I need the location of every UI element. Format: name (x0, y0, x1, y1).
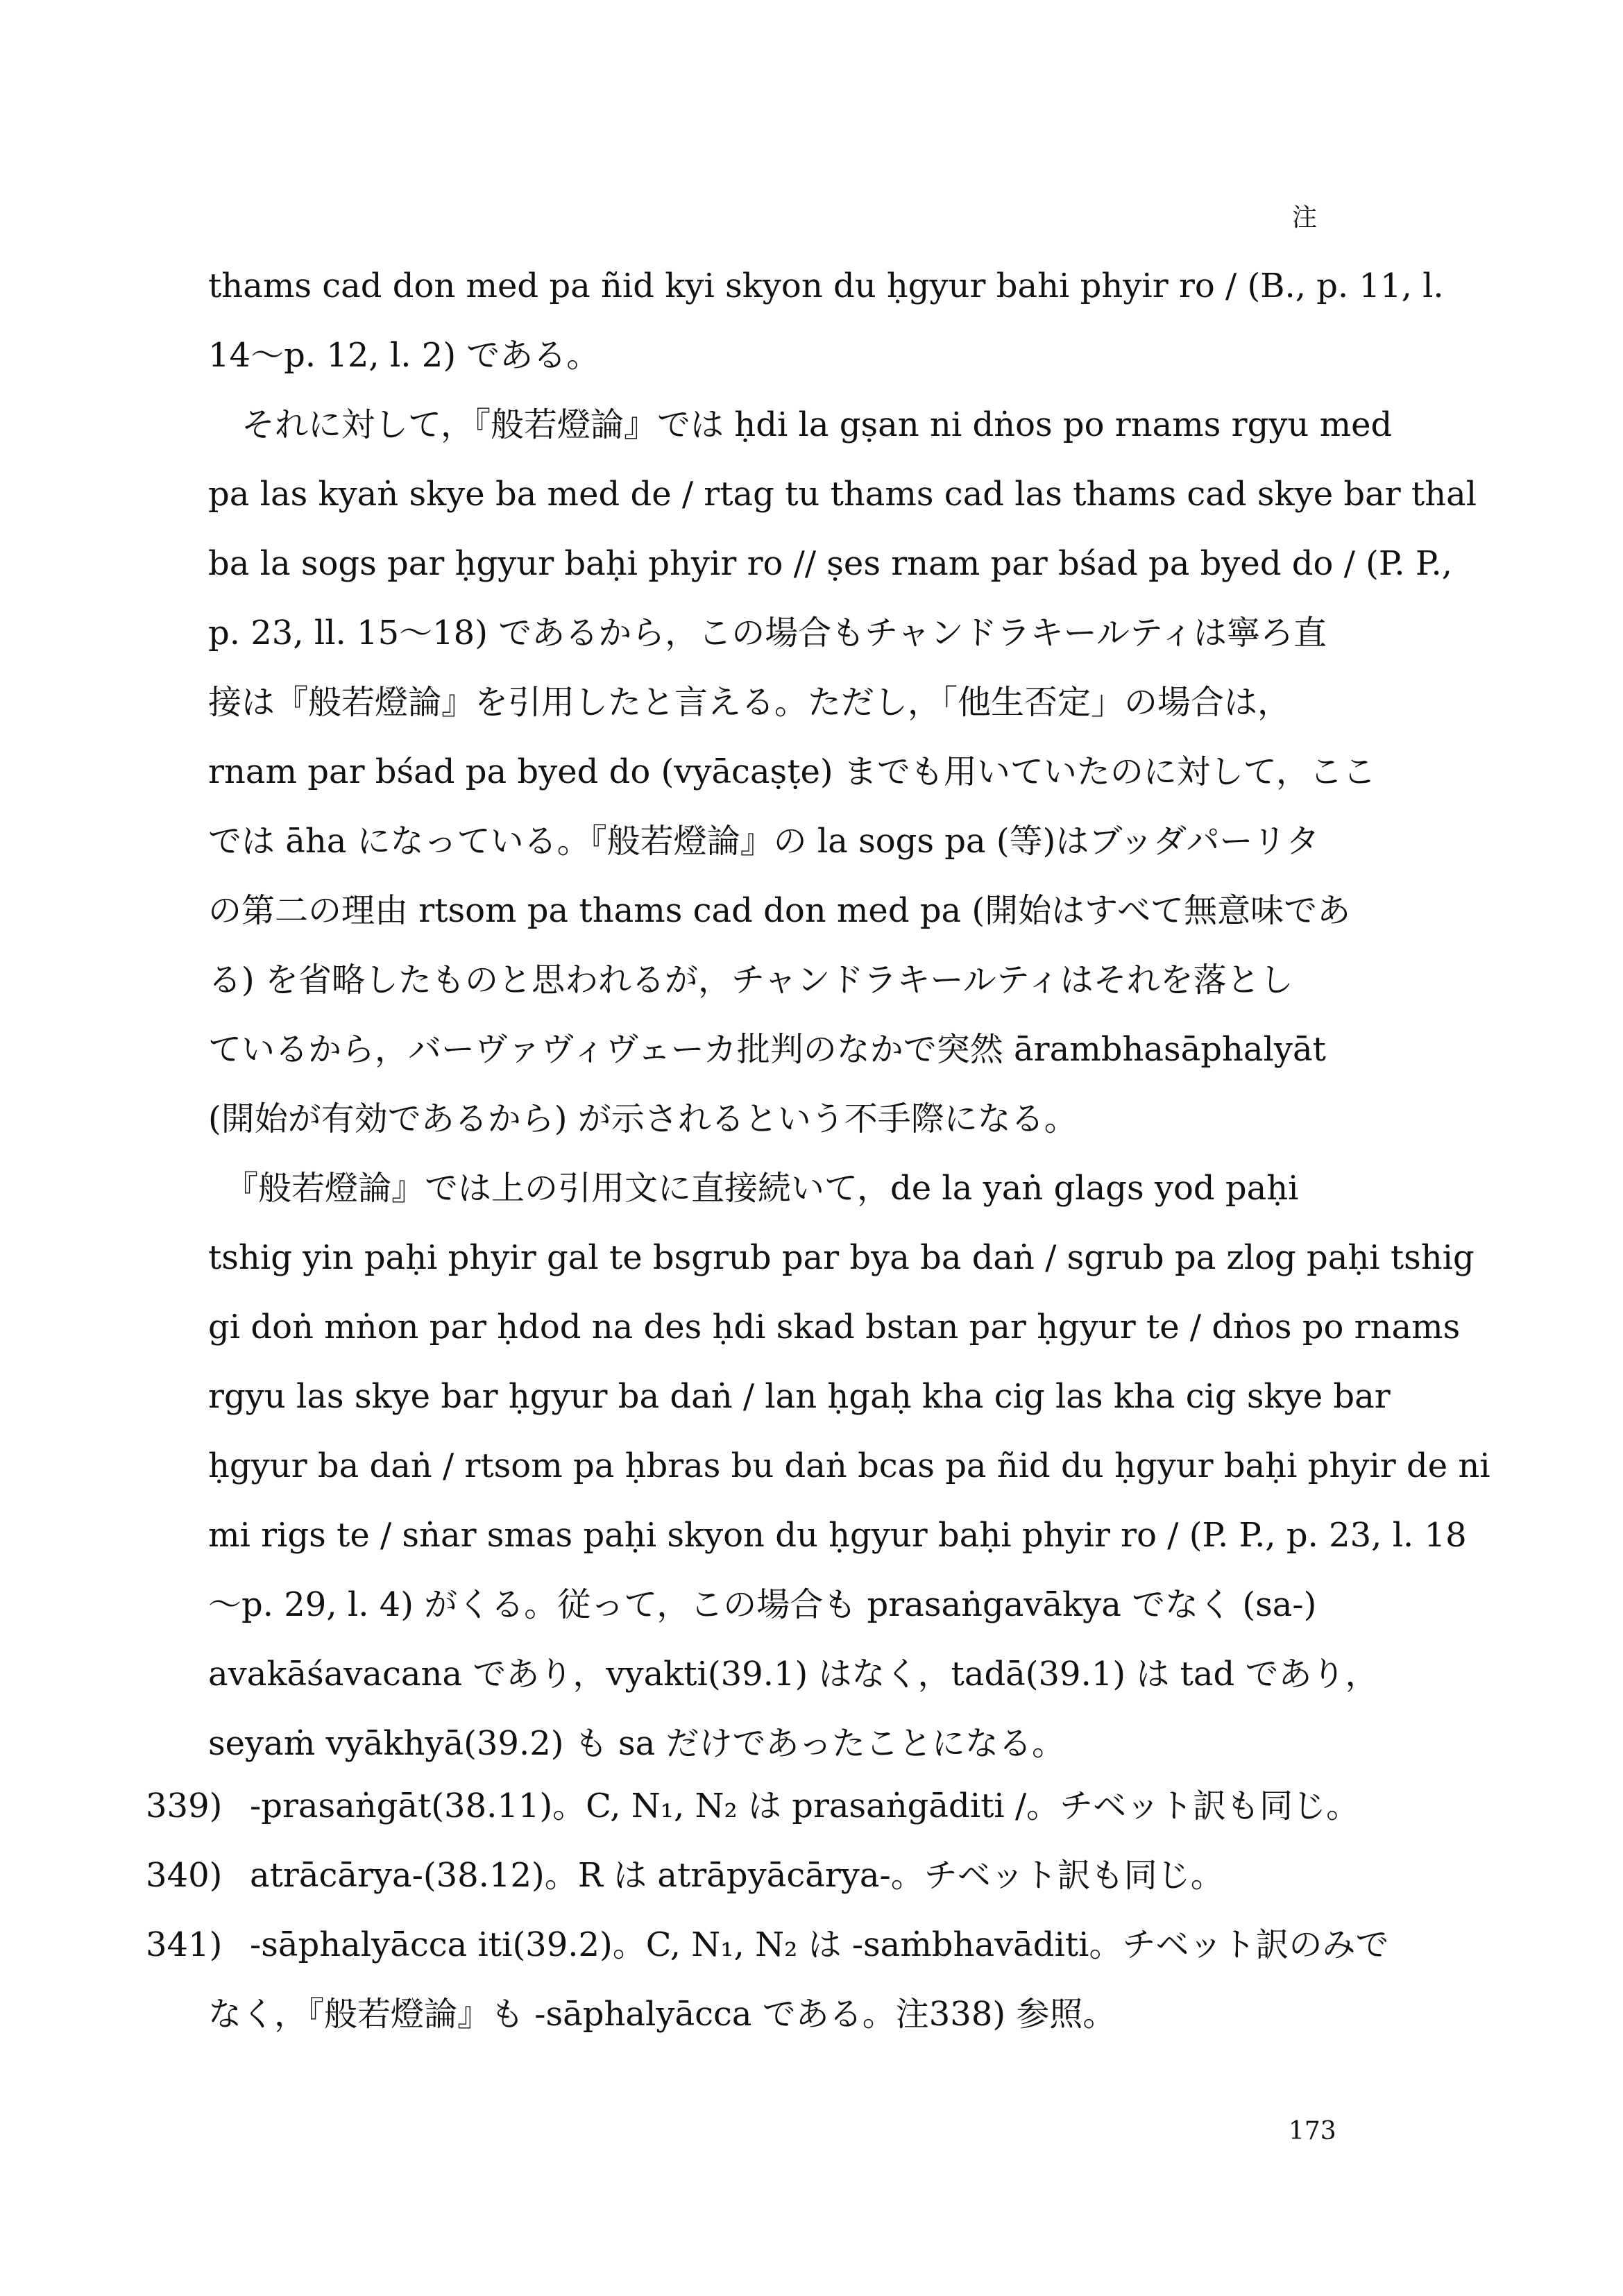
note-text: atrācārya-(38.12)。R は atrāpyācārya-。チベット訳も同じ。 (250, 1856, 1224, 1895)
body-line: の第二の理由 rtsom pa thams cad don med pa (開始はすべて無意味であ (208, 891, 1351, 930)
note-number: 340) (146, 1856, 223, 1895)
body-line: rgyu las skye bar ḥgyur ba daṅ / lan ḥgaḥ kha cig las kha cig skye bar (208, 1377, 1391, 1416)
running-header: 注 (1292, 203, 1318, 232)
body-line: gi doṅ mṅon par ḥdod na des ḥdi skad bstan par ḥgyur te / dṅos po rnams (208, 1308, 1461, 1347)
body-line: ているから，バーヴァヴィヴェーカ批判のなかで突然 ārambhasāphalyāt (208, 1030, 1326, 1069)
body-line: それに対して，『般若燈論』では ḥdi la gṣan ni dṅos po rnams rgyu med (208, 405, 1393, 444)
body-line: p. 23, ll. 15〜18) であるから，この場合もチャンドラキールティは寧ろ直 (208, 614, 1327, 652)
body-line: 14〜p. 12, l. 2) である。 (208, 336, 600, 375)
note-text: -prasaṅgāt(38.11)。C, N₁, N₂ は prasaṅgāditi /。チベット訳も同じ。 (250, 1787, 1360, 1825)
body-line: seyaṁ vyākhyā(39.2) も sa だけであったことになる。 (208, 1724, 1066, 1763)
body-line: 〜p. 29, l. 4) がくる。従って，この場合も prasaṅgavākya でなく (sa-) (208, 1585, 1317, 1624)
note-number: 339) (146, 1787, 223, 1825)
body-line: avakāśavacana であり，vyakti(39.1) はなく，tadā(39.1) は tad であり， (208, 1655, 1379, 1694)
note-continuation: なく，『般若燈論』も -sāphalyācca である。注338) 参照。 (208, 1995, 1116, 2034)
body-line: ba la sogs par ḥgyur baḥi phyir ro // ṣes rnam par bśad pa byed do / (P. P., (208, 544, 1453, 583)
body-line: 接は『般若燈論』を引用したと言える。ただし，「他生否定」の場合は， (208, 683, 1291, 722)
body-line: 『般若燈論』では上の引用文に直接続いて，de la yaṅ glags yod paḥi (208, 1169, 1299, 1208)
body-line: rnam par bśad pa byed do (vyācaṣṭe) までも用いていたのに対して，ここ (208, 752, 1376, 791)
body-line: では āha になっている。『般若燈論』の la sogs pa (等)はブッダパーリタ (208, 822, 1320, 861)
body-line: mi rigs te / sṅar smas paḥi skyon du ḥgyur baḥi phyir ro / (P. P., p. 23, l. 18 (208, 1516, 1467, 1555)
body-line: ḥgyur ba daṅ / rtsom pa ḥbras bu daṅ bcas pa ñid du ḥgyur baḥi phyir de ni (208, 1446, 1490, 1485)
body-line: thams cad don med pa ñid kyi skyon du ḥgyur bahi phyir ro / (B., p. 11, l. (208, 267, 1444, 305)
body-line: (開始が有効であるから) が示されるという不手際になる。 (208, 1099, 1078, 1138)
body-line: pa las kyaṅ skye ba med de / rtag tu thams cad las thams cad skye bar thal (208, 475, 1477, 514)
body-line: tshig yin paḥi phyir gal te bsgrub par bya ba daṅ / sgrub pa zlog paḥi tshig (208, 1238, 1475, 1277)
note-number: 341) (146, 1925, 223, 1964)
page-number: 173 (1289, 2117, 1336, 2145)
body-line: る) を省略したものと思われるが，チャンドラキールティはそれを落とし (208, 961, 1293, 999)
note-text: -sāphalyācca iti(39.2)。C, N₁, N₂ は -saṁbhavāditi。チベット訳のみで (250, 1925, 1389, 1964)
